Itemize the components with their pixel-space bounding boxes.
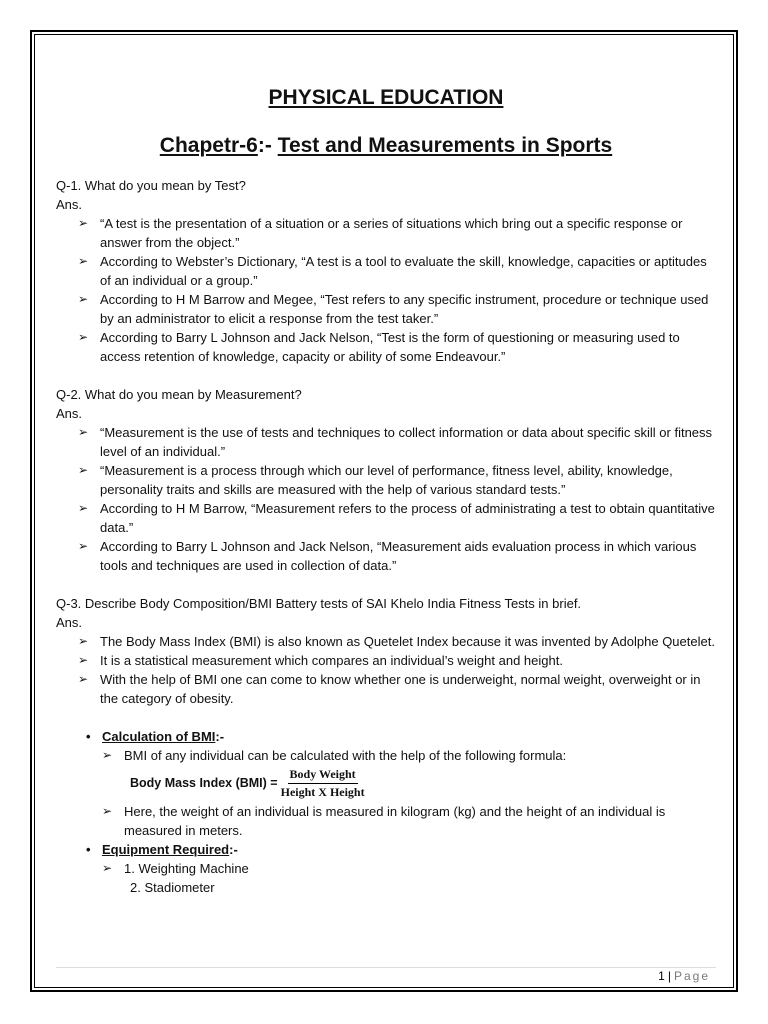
page-label: Page	[673, 969, 710, 983]
list-item: ➢ According to Webster’s Dictionary, “A test is a tool to evaluate the skill, knowledge, capacities or aptitudes of an individual or a group.”	[78, 254, 707, 288]
bmi-formula	[102, 767, 716, 800]
question-3	[56, 594, 716, 708]
list-item: ➢ It is a statistical measurement which compares an individual’s weight and height.	[78, 653, 563, 668]
arrow-bullet-icon: ➢	[78, 292, 89, 306]
question-text: Q-2. What do you mean by Measurement?	[56, 387, 302, 402]
answer-list	[56, 632, 716, 708]
page-number: 1	[658, 969, 665, 983]
list-item: ➢ “Measurement is a process through which our level of performance, fitness level, ability, knowledge, personality traits and skills are measured with the help of various standard tests.”	[78, 463, 673, 497]
list-item: ➢ “Measurement is the use of tests and techniques to collect information or data about specific skill or fitness level of an individual.”	[78, 425, 713, 459]
calculation-list	[102, 802, 716, 840]
question-2	[56, 385, 716, 575]
footer-separator: |	[667, 969, 671, 983]
list-item: ➢ According to H M Barrow and Megee, “Test refers to any specific instrument, procedure or technique used by an administrator to elicit a response from the test taker.”	[78, 292, 709, 326]
arrow-bullet-icon: ➢	[78, 672, 89, 686]
answer-label: Ans.	[56, 615, 83, 630]
document-title: PHYSICAL EDUCATION	[268, 86, 504, 109]
list-item: ➢ According to Barry L Johnson and Jack Nelson, “Test is the form of questioning or measuring used to access retention of knowledge, capacity or ability of some Endeavour.”	[78, 330, 680, 364]
question-1	[56, 176, 716, 366]
answer-label: Ans.	[56, 197, 83, 212]
bullet-dot-icon: •	[86, 842, 91, 857]
formula-fraction	[281, 767, 365, 800]
answer-list	[56, 423, 716, 575]
equipment-item: 2. Stadiometer	[130, 880, 215, 895]
arrow-bullet-icon: ➢	[78, 330, 89, 344]
list-item: ➢ According to Barry L Johnson and Jack Nelson, “Measurement aids evaluation process in which various tools and techniques are used in collection of data.”	[78, 539, 697, 573]
answer-list	[56, 214, 716, 366]
list-item: ➢ BMI of any individual can be calculated with the help of the following formula:	[102, 748, 567, 763]
arrow-bullet-icon: ➢	[78, 254, 89, 268]
equipment-list	[102, 859, 716, 878]
arrow-bullet-icon: ➢	[102, 748, 113, 762]
list-item: ➢ With the help of BMI one can come to know whether one is underweight, normal weight, overweight or in the category of obesity.	[78, 672, 701, 706]
list-item: ➢ According to H M Barrow, “Measurement refers to the process of administrating a test to obtain quantitative data.”	[78, 501, 715, 535]
document-body	[56, 84, 716, 897]
formula-lhs: Body Mass Index (BMI) =	[130, 776, 278, 790]
formula-denominator: Height X Height	[280, 785, 365, 799]
list-item: ➢ The Body Mass Index (BMI) is also known as Quetelet Index because it was invented by Adolphe Quetelet.	[78, 634, 715, 649]
calculation-section	[86, 727, 716, 840]
arrow-bullet-icon: ➢	[78, 634, 89, 648]
equipment-section	[86, 840, 716, 897]
chapter-title: Chapetr-6:- Test and Measurements in Sports	[159, 134, 613, 157]
footer-divider	[56, 967, 716, 968]
list-item: ➢ “A test is the presentation of a situation or a series of situations which bring out a specific response or answer from the object.”	[78, 216, 683, 250]
arrow-bullet-icon: ➢	[78, 501, 89, 515]
formula-numerator: Body Weight	[288, 767, 358, 784]
arrow-bullet-icon: ➢	[78, 216, 89, 230]
arrow-bullet-icon: ➢	[78, 653, 89, 667]
arrow-bullet-icon: ➢	[102, 804, 113, 818]
section-heading: • Calculation of BMI:-	[86, 729, 225, 744]
list-item: ➢ Here, the weight of an individual is measured in kilogram (kg) and the height of an individual is measured in meters.	[102, 804, 666, 838]
section-heading: • Equipment Required:-	[86, 842, 238, 857]
page-footer	[658, 969, 710, 983]
answer-label: Ans.	[56, 406, 83, 421]
list-item: ➢ 1. Weighting Machine	[102, 861, 249, 876]
calculation-list	[102, 746, 716, 765]
arrow-bullet-icon: ➢	[78, 425, 89, 439]
arrow-bullet-icon: ➢	[102, 861, 113, 875]
question-text: Q-1. What do you mean by Test?	[56, 178, 246, 193]
arrow-bullet-icon: ➢	[78, 539, 89, 553]
arrow-bullet-icon: ➢	[78, 463, 89, 477]
bullet-dot-icon: •	[86, 729, 91, 744]
question-text: Q-3. Describe Body Composition/BMI Battery tests of SAI Khelo India Fitness Tests in brief.	[56, 596, 582, 611]
